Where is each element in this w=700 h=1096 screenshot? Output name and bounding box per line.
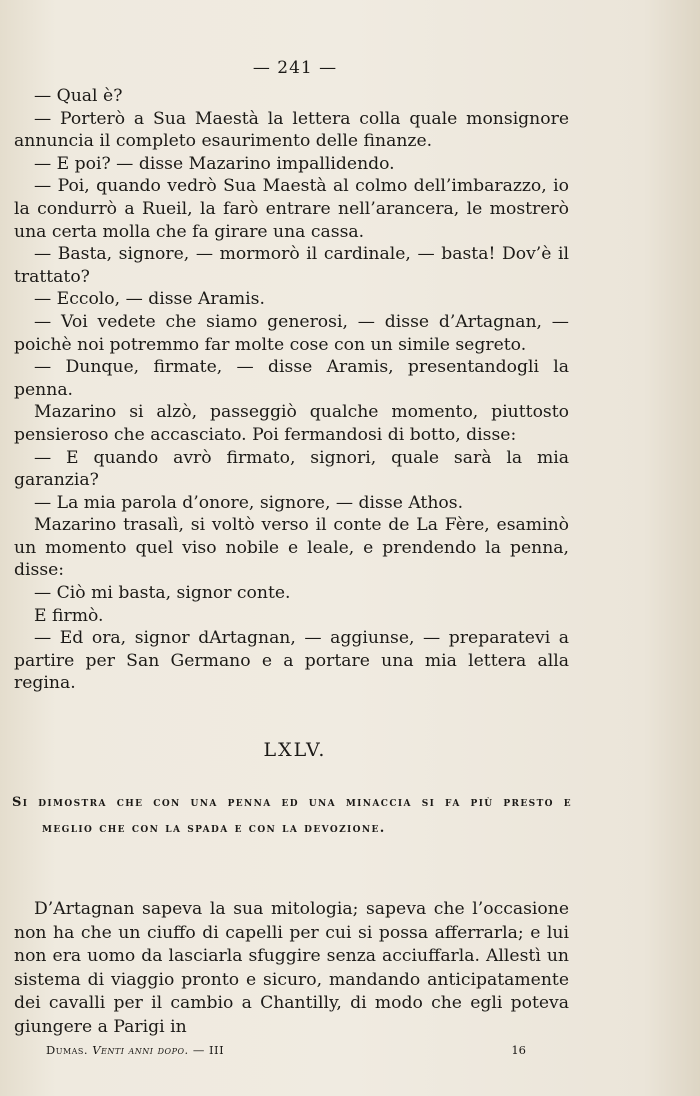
paragraph: — E quando avrò firmato, signori, quale sarà la mia garanzia? [14,447,569,491]
footer-book-title: Venti anni dopo. [92,1043,189,1057]
dialogue-block [14,85,569,695]
footer-imprint [46,1043,224,1057]
chapter-number: LXLV. [263,739,327,761]
chapter-title: Si dimostra che con una penna ed una minaccia si fa più presto e meglio che con la spada e con la devozione. [12,795,572,836]
paragraph: — Qual è? [34,86,123,106]
paragraph: — Basta, signore, — mormorò il cardinale, — basta! Dov’è il trattato? [14,244,569,287]
paragraph: — Eccolo, — disse Aramis. [34,289,265,310]
page-footer [46,1043,526,1057]
footer-signature: 16 [511,1043,526,1057]
body-text [14,898,569,1039]
paragraph: E firmò. [34,605,104,626]
footer-volume: — III [192,1043,225,1057]
paragraph: — E poi? — disse Mazarino impallidendo. [34,153,395,174]
paragraph: D’Artagnan sapeva la sua mitologia; sapeva che l’occasione non ha che un ciuffo di capelli per cui si possa afferrarla; e lui non era uomo da lasciarla sfuggire senza acciuffarla. Allestì un sistema di viaggio pronto e sicuro, mandando anticipatamente dei cavalli per il cambio a Chantilly, di modo che egli poteva giungere a Parigi in [14,899,569,1037]
paragraph: — La mia parola d’onore, signore, — disse Athos. [34,492,464,513]
paragraph: Mazarino si alzò, passeggiò qualche momento, piuttosto pensieroso che accasciato. Poi fermandosi di botto, disse: [14,402,569,445]
paragraph: — Ciò mi basta, signor conte. [34,583,291,604]
paragraph: — Poi, quando vedrò Sua Maestà al colmo dell’imbarazzo, io la condurrò a Rueil, la farò entrare nell’arancera, le mostrerò una certa molla che fa girare una cassa. [14,176,569,242]
paragraph: — Porterò a Sua Maestà la lettera colla quale monsignore annuncia il completo esaurimento delle finanze. [14,108,569,152]
paragraph: — Voi vedete che siamo generosi, — disse d’Artagnan, — poichè noi potremmo far molte cose con un simile segreto. [14,311,569,355]
paragraph: — Ed ora, signor dArtagnan, — aggiunse, — preparatevi a partire per San Germano e a portare una mia lettera alla regina. [14,628,569,694]
footer-author: Dumas. [46,1043,89,1057]
page-number: — 241 — [252,58,338,78]
paragraph: Mazarino trasalì, si voltò verso il conte de La Fère, esaminò un momento quel viso nobile e leale, e prendendo la penna, disse: [14,515,569,581]
paragraph: — Dunque, firmate, — disse Aramis, presentandogli la penna. [14,357,569,400]
